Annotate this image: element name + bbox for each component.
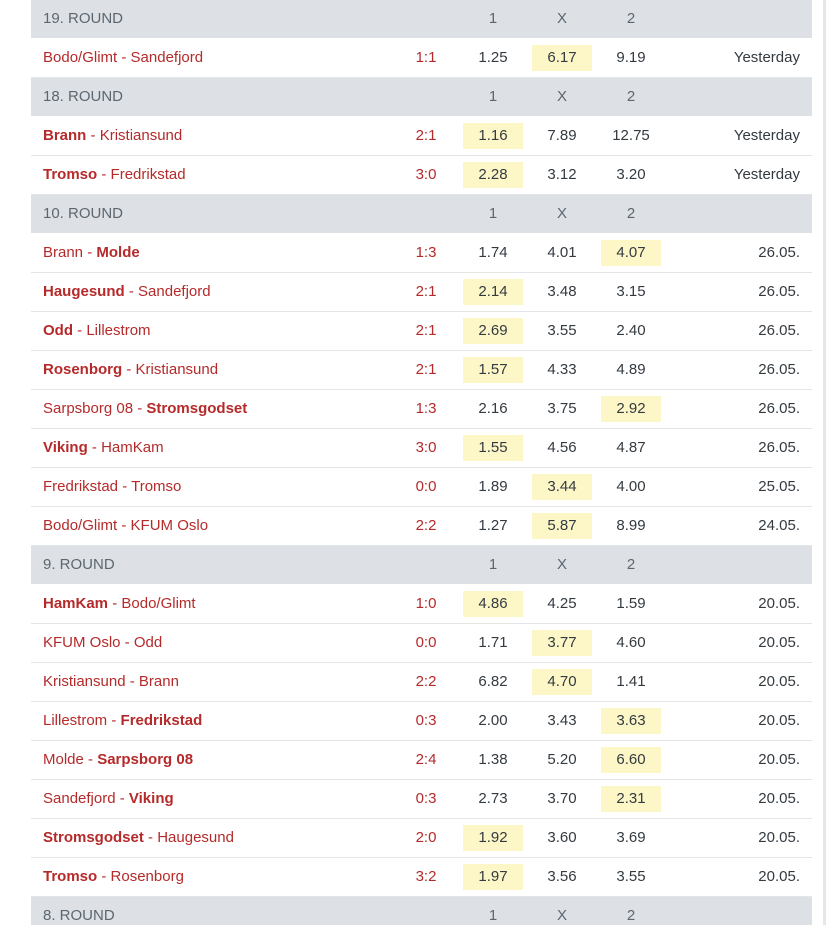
match-row[interactable] bbox=[31, 741, 812, 780]
odds-draw[interactable]: 3.43 bbox=[547, 712, 577, 729]
match-score: 2:2 bbox=[415, 673, 437, 690]
round-label: 18. ROUND bbox=[43, 88, 124, 105]
odds-away[interactable]: 3.63 bbox=[601, 708, 661, 734]
away-team: Bodo/Glimt bbox=[121, 595, 196, 612]
round-header bbox=[31, 897, 812, 925]
match-teams-link[interactable] bbox=[43, 624, 162, 662]
away-team: Lillestrom bbox=[86, 322, 151, 339]
home-team: Odd bbox=[43, 322, 73, 339]
match-row[interactable] bbox=[31, 819, 812, 858]
match-date: 20.05. bbox=[758, 751, 800, 768]
match-teams-link[interactable] bbox=[43, 585, 196, 623]
odds-away[interactable]: 4.60 bbox=[616, 634, 646, 651]
match-score: 2:1 bbox=[415, 361, 437, 378]
odds-away[interactable]: 3.15 bbox=[616, 283, 646, 300]
match-date: 20.05. bbox=[758, 595, 800, 612]
home-team: HamKam bbox=[43, 595, 109, 612]
home-team: Brann bbox=[43, 127, 87, 144]
team-separator: - bbox=[117, 517, 131, 534]
away-team: Stromsgodset bbox=[146, 400, 248, 417]
match-score: 0:0 bbox=[415, 478, 437, 495]
match-row[interactable] bbox=[31, 234, 812, 273]
odds-away[interactable]: 4.00 bbox=[616, 478, 646, 495]
match-date: Yesterday bbox=[733, 49, 800, 66]
match-teams-link[interactable] bbox=[43, 156, 186, 194]
odds-draw[interactable]: 7.89 bbox=[547, 127, 577, 144]
odds-draw[interactable]: 5.20 bbox=[547, 751, 577, 768]
round-header bbox=[31, 0, 812, 39]
away-team: Fredrikstad bbox=[110, 166, 186, 183]
home-team: Tromso bbox=[43, 166, 98, 183]
home-team: Bodo/Glimt bbox=[43, 517, 118, 534]
odds-home[interactable]: 2.73 bbox=[478, 790, 508, 807]
home-team: Lillestrom bbox=[43, 712, 108, 729]
col-header-draw: X bbox=[556, 205, 567, 222]
home-team: Sandefjord bbox=[43, 790, 116, 807]
odds-home[interactable]: 2.69 bbox=[463, 318, 523, 344]
match-date: 20.05. bbox=[758, 673, 800, 690]
match-date: 25.05. bbox=[758, 478, 800, 495]
away-team: Odd bbox=[133, 634, 163, 651]
col-header-away: 2 bbox=[626, 88, 636, 105]
match-teams-link[interactable] bbox=[43, 663, 179, 701]
match-score: 3:0 bbox=[415, 439, 437, 456]
round-label: 8. ROUND bbox=[43, 907, 115, 924]
away-team: Molde bbox=[96, 244, 140, 261]
odds-draw[interactable]: 3.55 bbox=[547, 322, 577, 339]
odds-away[interactable]: 9.19 bbox=[616, 49, 646, 66]
odds-draw[interactable]: 4.25 bbox=[547, 595, 577, 612]
away-team: Tromso bbox=[131, 478, 182, 495]
odds-away[interactable]: 1.59 bbox=[616, 595, 646, 612]
home-team: Brann bbox=[43, 244, 84, 261]
results-list bbox=[31, 0, 812, 925]
odds-away[interactable]: 4.07 bbox=[601, 240, 661, 266]
scrollbar[interactable] bbox=[823, 0, 826, 925]
odds-home[interactable]: 1.74 bbox=[478, 244, 508, 261]
away-team: Sarpsborg 08 bbox=[97, 751, 194, 768]
match-date: 26.05. bbox=[758, 244, 800, 261]
odds-away[interactable]: 2.31 bbox=[601, 786, 661, 812]
col-header-home: 1 bbox=[488, 88, 498, 105]
away-team: Viking bbox=[128, 790, 174, 807]
away-team: Sandefjord bbox=[130, 49, 204, 66]
odds-draw[interactable]: 3.77 bbox=[532, 630, 592, 656]
match-score: 0:0 bbox=[415, 634, 437, 651]
away-team: Brann bbox=[138, 673, 179, 690]
odds-home[interactable]: 2.16 bbox=[478, 400, 508, 417]
match-teams-link[interactable] bbox=[43, 390, 247, 428]
match-score: 2:0 bbox=[415, 829, 437, 846]
match-row[interactable] bbox=[31, 156, 812, 195]
team-separator: - bbox=[133, 400, 147, 417]
match-date: 26.05. bbox=[758, 322, 800, 339]
match-row[interactable] bbox=[31, 117, 812, 156]
odds-home[interactable]: 1.97 bbox=[463, 864, 523, 890]
odds-away[interactable]: 6.60 bbox=[601, 747, 661, 773]
match-date: 26.05. bbox=[758, 361, 800, 378]
match-teams-link[interactable] bbox=[43, 468, 181, 506]
odds-away[interactable]: 2.92 bbox=[601, 396, 661, 422]
match-row[interactable] bbox=[31, 585, 812, 624]
match-teams-link[interactable] bbox=[43, 234, 140, 272]
col-header-draw: X bbox=[556, 556, 567, 573]
team-separator: - bbox=[115, 790, 129, 807]
away-team: HamKam bbox=[101, 439, 164, 456]
match-date: 26.05. bbox=[758, 439, 800, 456]
col-header-away: 2 bbox=[626, 907, 636, 924]
team-separator: - bbox=[73, 322, 87, 339]
col-header-home: 1 bbox=[488, 205, 498, 222]
team-separator: - bbox=[87, 439, 102, 456]
match-teams-link[interactable] bbox=[43, 117, 182, 155]
odds-draw[interactable]: 4.01 bbox=[547, 244, 577, 261]
match-row[interactable] bbox=[31, 351, 812, 390]
col-header-draw: X bbox=[556, 907, 567, 924]
home-team: Stromsgodset bbox=[43, 829, 144, 846]
match-date: 20.05. bbox=[758, 634, 800, 651]
match-row[interactable] bbox=[31, 702, 812, 741]
odds-home[interactable]: 1.89 bbox=[478, 478, 508, 495]
odds-home[interactable]: 1.92 bbox=[463, 825, 523, 851]
team-separator: - bbox=[83, 244, 97, 261]
match-row[interactable] bbox=[31, 624, 812, 663]
team-separator: - bbox=[107, 712, 121, 729]
match-teams-link[interactable] bbox=[43, 780, 174, 818]
odds-draw[interactable]: 3.56 bbox=[547, 868, 577, 885]
home-team: Fredrikstad bbox=[43, 478, 119, 495]
match-teams-link[interactable] bbox=[43, 819, 234, 857]
team-separator: - bbox=[97, 166, 111, 183]
col-header-draw: X bbox=[556, 10, 567, 27]
col-header-away: 2 bbox=[626, 205, 636, 222]
match-score: 3:0 bbox=[415, 166, 437, 183]
team-separator: - bbox=[108, 595, 122, 612]
match-date: 26.05. bbox=[758, 283, 800, 300]
match-row[interactable] bbox=[31, 273, 812, 312]
odds-away[interactable]: 1.41 bbox=[616, 673, 646, 690]
match-score: 2:1 bbox=[415, 322, 437, 339]
odds-away[interactable]: 4.87 bbox=[616, 439, 646, 456]
col-header-home: 1 bbox=[488, 907, 498, 924]
team-separator: - bbox=[120, 634, 134, 651]
home-team: Rosenborg bbox=[43, 361, 123, 378]
home-team: Kristiansund bbox=[43, 673, 126, 690]
team-separator: - bbox=[118, 478, 132, 495]
match-score: 1:0 bbox=[415, 595, 437, 612]
odds-home[interactable]: 1.71 bbox=[478, 634, 508, 651]
home-team: KFUM Oslo bbox=[43, 634, 121, 651]
match-teams-link[interactable] bbox=[43, 312, 151, 350]
col-header-home: 1 bbox=[488, 10, 498, 27]
match-teams-link[interactable] bbox=[43, 273, 211, 311]
match-row[interactable] bbox=[31, 39, 812, 78]
odds-draw[interactable]: 3.70 bbox=[547, 790, 577, 807]
odds-away[interactable]: 8.99 bbox=[616, 517, 646, 534]
match-score: 1:3 bbox=[415, 400, 437, 417]
match-score: 0:3 bbox=[415, 790, 437, 807]
match-row[interactable] bbox=[31, 858, 812, 897]
team-separator: - bbox=[122, 361, 136, 378]
match-date: 20.05. bbox=[758, 829, 800, 846]
match-date: 20.05. bbox=[758, 790, 800, 807]
odds-draw[interactable]: 4.70 bbox=[532, 669, 592, 695]
match-date: 20.05. bbox=[758, 868, 800, 885]
odds-home[interactable]: 1.38 bbox=[478, 751, 508, 768]
match-score: 1:1 bbox=[415, 49, 437, 66]
match-date: 26.05. bbox=[758, 400, 800, 417]
odds-away[interactable]: 2.40 bbox=[616, 322, 646, 339]
match-score: 2:4 bbox=[415, 751, 437, 768]
match-date: 20.05. bbox=[758, 712, 800, 729]
team-separator: - bbox=[117, 49, 131, 66]
match-row[interactable] bbox=[31, 312, 812, 351]
odds-away[interactable]: 3.55 bbox=[616, 868, 646, 885]
match-teams-link[interactable] bbox=[43, 741, 193, 779]
odds-home[interactable]: 4.86 bbox=[463, 591, 523, 617]
away-team: Sandefjord bbox=[138, 283, 211, 300]
odds-away[interactable]: 3.69 bbox=[616, 829, 646, 846]
odds-home[interactable]: 1.25 bbox=[478, 49, 508, 66]
match-score: 2:1 bbox=[415, 283, 437, 300]
away-team: Rosenborg bbox=[110, 868, 184, 885]
odds-draw[interactable]: 4.56 bbox=[547, 439, 577, 456]
team-separator: - bbox=[83, 751, 98, 768]
team-separator: - bbox=[86, 127, 100, 144]
match-row[interactable] bbox=[31, 390, 812, 429]
round-header bbox=[31, 78, 812, 117]
odds-home[interactable]: 2.00 bbox=[478, 712, 508, 729]
match-score: 3:2 bbox=[415, 868, 437, 885]
odds-home[interactable]: 1.55 bbox=[463, 435, 523, 461]
odds-home[interactable]: 2.28 bbox=[463, 162, 523, 188]
odds-draw[interactable]: 5.87 bbox=[532, 513, 592, 539]
round-label: 19. ROUND bbox=[43, 10, 124, 27]
odds-draw[interactable]: 3.75 bbox=[547, 400, 577, 417]
match-teams-link[interactable] bbox=[43, 702, 202, 740]
odds-home[interactable]: 6.82 bbox=[478, 673, 508, 690]
round-header bbox=[31, 195, 812, 234]
home-team: Sarpsborg 08 bbox=[43, 400, 134, 417]
match-row[interactable] bbox=[31, 780, 812, 819]
odds-draw[interactable]: 3.12 bbox=[547, 166, 577, 183]
odds-away[interactable]: 12.75 bbox=[612, 127, 650, 144]
match-row[interactable] bbox=[31, 429, 812, 468]
team-separator: - bbox=[97, 868, 111, 885]
col-header-home: 1 bbox=[488, 556, 498, 573]
round-label: 10. ROUND bbox=[43, 205, 124, 222]
away-team: KFUM Oslo bbox=[130, 517, 209, 534]
match-teams-link[interactable] bbox=[43, 351, 218, 389]
col-header-draw: X bbox=[556, 88, 567, 105]
odds-home[interactable]: 1.16 bbox=[463, 123, 523, 149]
odds-away[interactable]: 4.89 bbox=[616, 361, 646, 378]
odds-away[interactable]: 3.20 bbox=[616, 166, 646, 183]
odds-draw[interactable]: 6.17 bbox=[532, 45, 592, 71]
match-row[interactable] bbox=[31, 507, 812, 546]
col-header-away: 2 bbox=[626, 10, 636, 27]
home-team: Bodo/Glimt bbox=[43, 49, 118, 66]
match-date: Yesterday bbox=[733, 166, 800, 183]
odds-home[interactable]: 2.14 bbox=[463, 279, 523, 305]
match-date: Yesterday bbox=[733, 127, 800, 144]
col-header-away: 2 bbox=[626, 556, 636, 573]
round-header bbox=[31, 546, 812, 585]
odds-draw[interactable]: 4.33 bbox=[547, 361, 577, 378]
home-team: Haugesund bbox=[43, 283, 125, 300]
match-teams-link[interactable] bbox=[43, 507, 208, 545]
odds-draw[interactable]: 3.48 bbox=[547, 283, 577, 300]
match-date: 24.05. bbox=[758, 517, 800, 534]
round-label: 9. ROUND bbox=[43, 556, 115, 573]
match-teams-link[interactable] bbox=[43, 39, 203, 77]
odds-home[interactable]: 1.57 bbox=[463, 357, 523, 383]
match-row[interactable] bbox=[31, 468, 812, 507]
away-team: Haugesund bbox=[157, 829, 234, 846]
home-team: Tromso bbox=[43, 868, 98, 885]
match-score: 0:3 bbox=[415, 712, 437, 729]
away-team: Kristiansund bbox=[135, 361, 219, 378]
odds-draw[interactable]: 3.60 bbox=[547, 829, 577, 846]
results-table bbox=[31, 0, 812, 925]
away-team: Fredrikstad bbox=[120, 712, 203, 729]
match-teams-link[interactable] bbox=[43, 429, 164, 467]
away-team: Kristiansund bbox=[99, 127, 183, 144]
match-score: 1:3 bbox=[415, 244, 437, 261]
odds-draw[interactable]: 3.44 bbox=[532, 474, 592, 500]
odds-home[interactable]: 1.27 bbox=[478, 517, 508, 534]
match-row[interactable] bbox=[31, 663, 812, 702]
team-separator: - bbox=[124, 283, 139, 300]
team-separator: - bbox=[125, 673, 139, 690]
match-teams-link[interactable] bbox=[43, 858, 184, 896]
team-separator: - bbox=[143, 829, 158, 846]
match-score: 2:2 bbox=[415, 517, 437, 534]
home-team: Viking bbox=[43, 439, 88, 456]
match-score: 2:1 bbox=[415, 127, 437, 144]
home-team: Molde bbox=[43, 751, 84, 768]
